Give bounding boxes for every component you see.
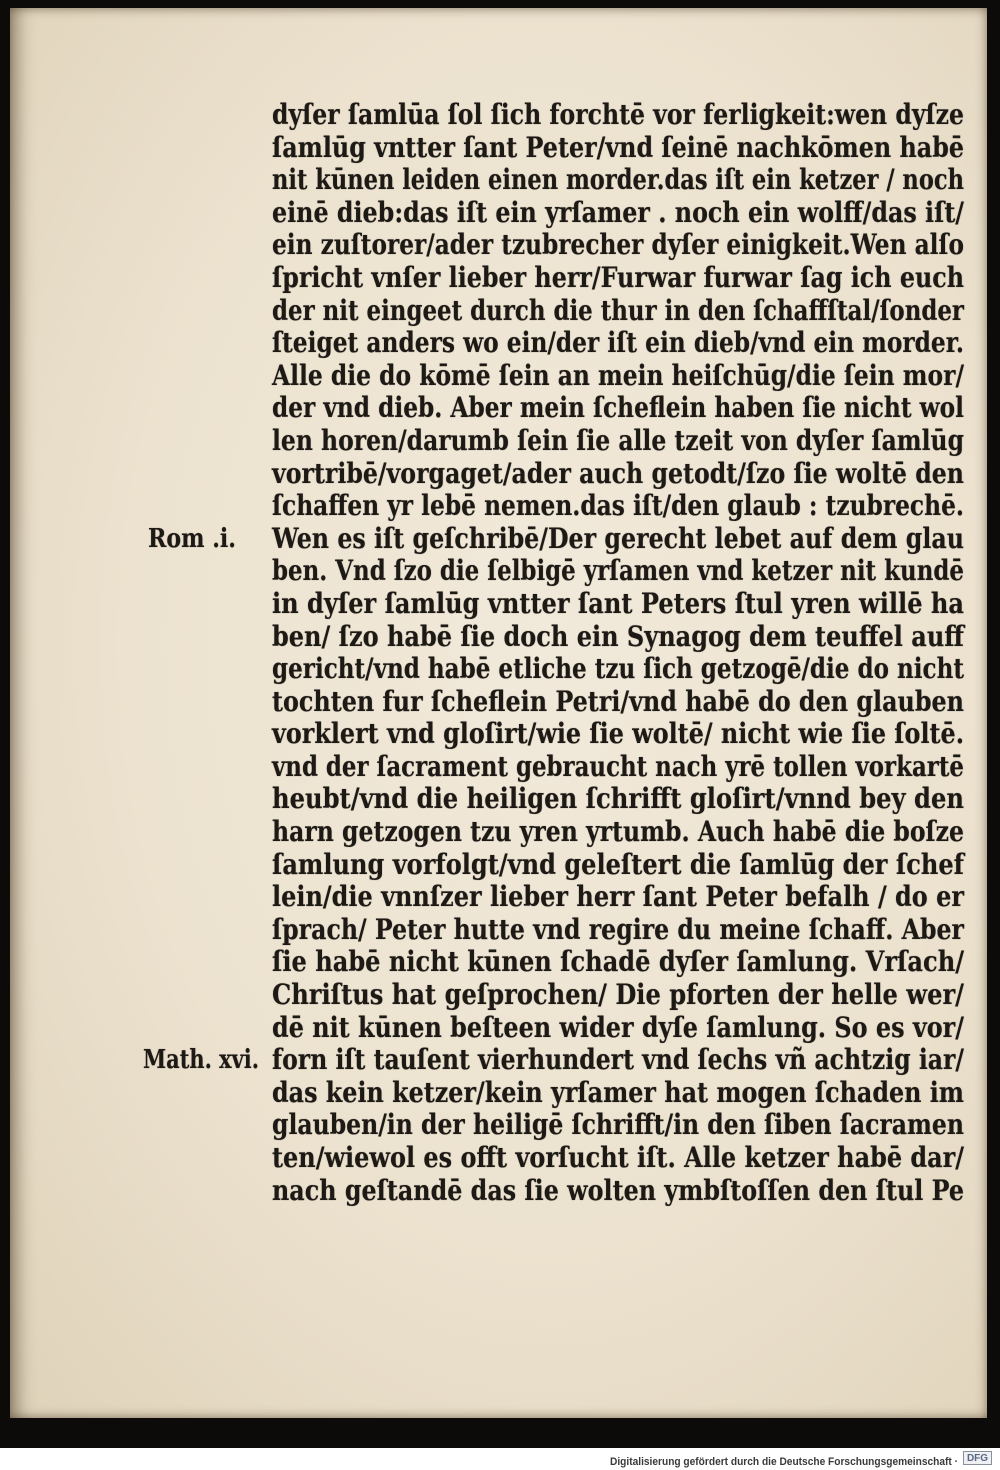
text-line-content: Chriſtus hat geſprochen/ Die pforten der helle wer/ (272, 978, 964, 1012)
text-line (272, 295, 964, 328)
text-line (272, 1044, 964, 1077)
text-line (272, 392, 964, 425)
text-line (272, 1142, 964, 1175)
text-line (272, 327, 964, 360)
text-line-content: vorklert vnd gloſirt/wie ſie woltē/ nicht wie ſie ſoltē. (272, 717, 964, 751)
text-line-content: heubt/vnd die heiligen ſchrifft gloſirt/vnnd bey den (272, 782, 964, 816)
text-line-content: tochten fur ſcheflein Petri/vnd habē do den glauben (272, 684, 964, 718)
text-line (272, 555, 964, 588)
text-line-content: das kein ketzer/kein yrſamer hat mogen ſchaden im (272, 1075, 964, 1109)
text-line (272, 751, 964, 784)
text-line (272, 914, 964, 947)
text-line-content: gericht/vnd habē etliche tzu ſich getzogē/die do nicht (272, 652, 964, 686)
text-line-content: vortribē/vorgaget/ader auch getodt/ſzo ſie woltē den (272, 456, 964, 490)
text-line-content: Wen es iſt geſchribē/Der gerecht lebet auf dem glau (272, 521, 964, 555)
text-line (272, 523, 964, 556)
text-line (272, 588, 964, 621)
text-line-content: der vnd dieb. Aber mein ſcheflein haben ſie nicht wol (272, 391, 964, 425)
text-line-content: ten/wiewol es offt vorſucht iſt. Alle ketzer habē dar/ (272, 1141, 964, 1174)
text-line-content: lein/die vnnſzer lieber herr ſant Peter befalh / do er (272, 880, 964, 914)
text-line (272, 360, 964, 393)
text-line (272, 197, 964, 230)
dfg-logo: DFG (963, 1451, 992, 1465)
text-line (272, 653, 964, 686)
marginal-note-text: Math. xvi. (143, 1045, 259, 1075)
funding-credit: Digitalisierung gefördert durch die Deutsche Forschungsgemeinschaft · (610, 1456, 958, 1468)
text-line (272, 229, 964, 262)
text-line (272, 458, 964, 491)
text-line-content: glauben/in der heiligē ſchrifft/in den ſiben ſacramen (272, 1108, 964, 1142)
text-line-content: dyſer ſamlūa ſol ſich forchtē vor ferligkeit:wen dyſze (272, 98, 964, 131)
text-line (272, 1109, 964, 1142)
marginal-note-rom (148, 523, 236, 556)
text-line-content: len horen/darumb ſein ſie alle tzeit von dyſer ſamlūg (272, 423, 964, 457)
footer-bar (0, 1448, 1000, 1470)
text-line (272, 686, 964, 719)
text-line (272, 1077, 964, 1110)
text-line-content: forn iſt tauſent vierhundert vnd ſechs vñ achtzig iar/ (272, 1043, 964, 1077)
text-line-content: ein zuſtorer/ader tzubrecher dyſer einigkeit.Wen alſo (272, 228, 964, 262)
text-line-content: nach geſtandē das ſie wolten ymbſtoſſen den ſtul Pe (272, 1173, 964, 1207)
funding-credit-wrapper (610, 1452, 958, 1466)
text-line (272, 621, 964, 654)
text-line-content: in dyſer ſamlūg vntter ſant Peters ſtul yren willē ha (272, 586, 964, 620)
text-line-content: ſchaffen yr lebē nemen.das iſt/den glaub : tzubrechē. (272, 489, 964, 523)
book-page (10, 8, 987, 1418)
text-line-content: der nit eingeet durch die thur in den ſchaffſtal/ſonder (272, 293, 964, 327)
text-line-content: einē dieb:das iſt ein yrſamer . noch ein wolff/das iſt/ (272, 195, 964, 229)
text-line (272, 132, 964, 165)
text-line-content: ſamlūg vntter ſant Peter/vnd ſeinē nachkōmen habē (272, 130, 964, 164)
text-block (272, 99, 964, 1207)
text-line-content: ſie habē nicht kūnen ſchadē dyſer ſamlung. Vrſach/ (272, 945, 964, 979)
marginal-note-math (143, 1044, 259, 1077)
text-line-content: Alle die do kōmē ſein an mein heiſchūg/die ſein mor/ (272, 358, 964, 392)
text-line-content: dē nit kūnen beſteen wider dyſe ſamlung. So es vor/ (272, 1010, 964, 1044)
text-line-content: ſamlung vorfolgt/vnd geleſtert die ſamlūg der ſchef (272, 847, 964, 881)
text-line (272, 783, 964, 816)
text-line (272, 979, 964, 1012)
text-line-content: vnd der ſacrament gebraucht nach yrē tollen vorkartē (272, 749, 964, 783)
text-line (272, 1012, 964, 1045)
text-line-content: ſprach/ Peter hutte vnd regire du meine ſchaff. Aber (272, 912, 964, 946)
text-line (272, 946, 964, 979)
text-line-content: ſteiget anders wo ein/der iſt ein dieb/vnd ein morder. (272, 326, 964, 360)
text-line-content: ſpricht vnſer lieber herr/Furwar furwar ſag ich euch (272, 260, 964, 294)
text-line-content: ben/ ſzo habē ſie doch ein Synagog dem teuffel auff (272, 619, 964, 653)
text-line (272, 1175, 964, 1208)
text-line (272, 849, 964, 882)
text-line (272, 718, 964, 751)
text-line (272, 816, 964, 849)
text-line (272, 490, 964, 523)
text-line (272, 99, 964, 132)
text-line (272, 262, 964, 295)
text-line-content: nit kūnen leiden einen morder.das iſt ein ketzer / noch (272, 163, 964, 197)
text-line-content: harn getzogen tzu yren yrtumb. Auch habē die boſze (272, 815, 964, 849)
marginal-note-text: Rom .i. (148, 524, 236, 554)
text-line (272, 425, 964, 458)
text-line-content: ben. Vnd ſzo die ſelbigē yrſamen vnd ketzer nit kundē (272, 554, 964, 588)
text-line (272, 881, 964, 914)
text-line (272, 164, 964, 197)
